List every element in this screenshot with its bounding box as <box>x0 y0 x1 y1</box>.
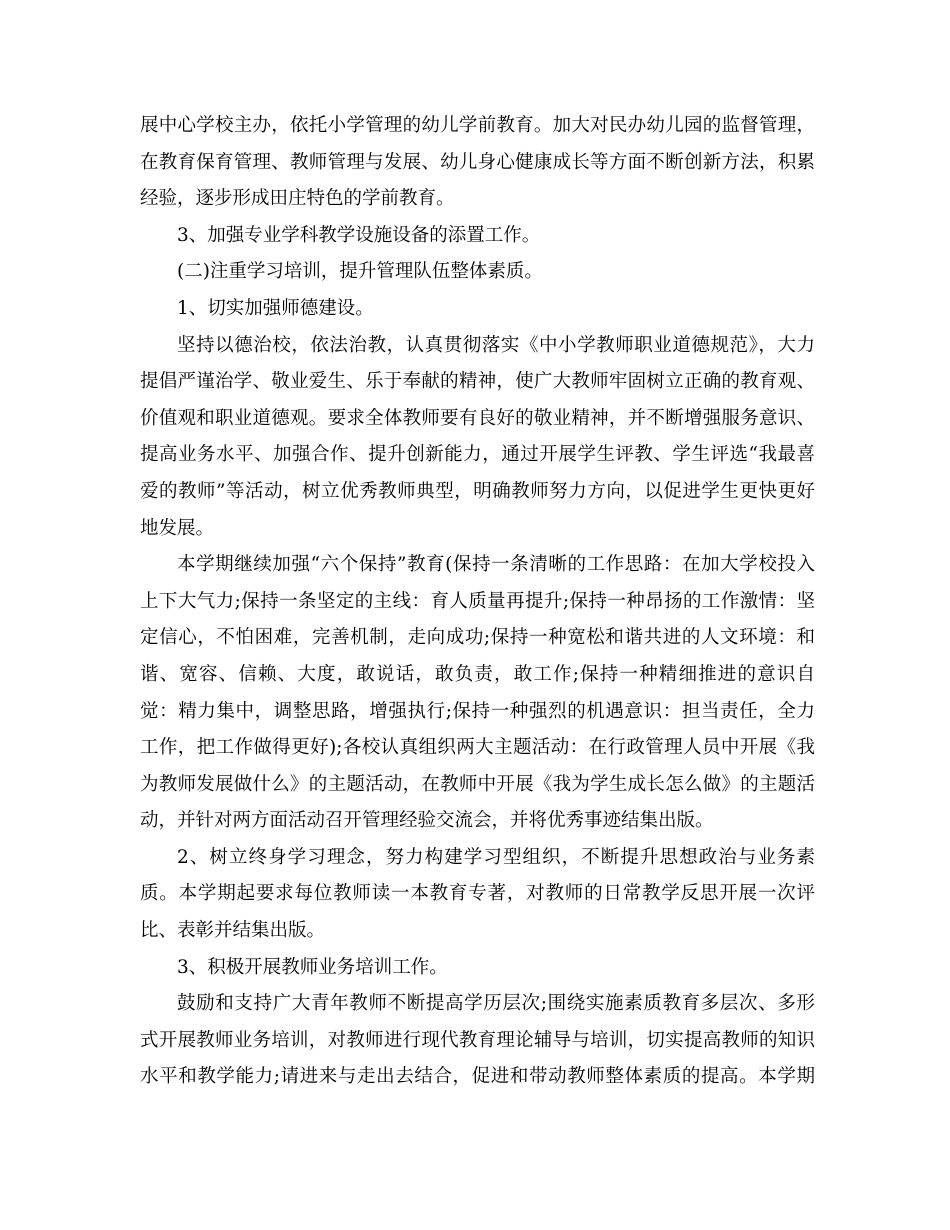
text-line: 爱的教师”等活动，树立优秀教师典型，明确教师努力方向，以促进学生更快更好 <box>140 480 815 502</box>
text-line: 1、切实加强师德建设。 <box>177 297 374 319</box>
text-line: 3、加强专业学科教学设施设备的添置工作。 <box>177 224 541 246</box>
text-line: 提高业务水平、加强合作、提升创新能力，通过开展学生评教、学生评选“我最喜 <box>140 444 815 466</box>
text-line: 工作，把工作做得更好);各校认真组织两大主题活动：在行政管理人员中开展《我 <box>140 737 815 759</box>
text-line: 2、树立终身学习理念，努力构建学习型组织，不断提升思想政治与业务素 <box>177 846 815 868</box>
text-line: 定信心，不怕困难，完善机制，走向成功;保持一种宽松和谐共进的人文环境：和 <box>140 627 815 649</box>
text-line: 坚持以德治校，依法治教，认真贯彻落实《中小学教师职业道德规范》，大力 <box>177 334 815 356</box>
text-line: 动，并针对两方面活动召开管理经验交流会，并将优秀事迹结集出版。 <box>140 810 714 832</box>
text-line: 为教师发展做什么》的主题活动，在教师中开展《我为学生成长怎么做》的主题活 <box>140 773 815 795</box>
text-line: 上下大气力;保持一条坚定的主线：育人质量再提升;保持一种昂扬的工作激情：坚 <box>140 590 815 612</box>
text-line: 式开展教师业务培训，对教师进行现代教育理论辅导与培训，切实提高教师的知识 <box>140 1029 815 1051</box>
text-line: 地发展。 <box>140 517 215 539</box>
text-line: 觉：精力集中，调整思路，增强执行;保持一种强烈的机遇意识：担当责任，全力 <box>140 700 815 722</box>
text-line: 3、积极开展教师业务培训工作。 <box>177 956 448 978</box>
text-line: 比、表彰并结集出版。 <box>140 920 326 942</box>
document-page <box>140 108 815 1096</box>
text-line: 本学期继续加强“六个保持”教育(保持一条清晰的工作思路：在加大学校投入 <box>177 554 815 576</box>
text-line: 价值观和职业道德观。要求全体教师要有良好的敬业精神，并不断增强服务意识、 <box>140 407 815 429</box>
text-line: 经验，逐步形成田庄特色的学前教育。 <box>140 188 455 210</box>
text-line: 在教育保育管理、教师管理与发展、幼儿身心健康成长等方面不断创新方法，积累 <box>140 151 815 173</box>
text-line: 水平和教学能力;请进来与走出去结合，促进和带动教师整体素质的提高。本学期 <box>140 1066 815 1088</box>
text-line: 谐、宽容、信赖、大度，敢说话，敢负责，敢工作;保持一种精细推进的意识自 <box>140 663 815 685</box>
text-line: 鼓励和支持广大青年教师不断提高学历层次;围绕实施素质教育多层次、多形 <box>177 993 815 1015</box>
text-line: 展中心学校主办，依托小学管理的幼儿学前教育。加大对民办幼儿园的监督管理， <box>140 115 815 136</box>
text-line: 提倡严谨治学、敬业爱生、乐于奉献的精神，使广大教师牢固树立正确的教育观、 <box>140 371 815 393</box>
text-line: 质。本学期起要求每位教师读一本教育专著，对教师的日常教学反思开展一次评 <box>140 883 815 905</box>
text-line: (二)注重学习培训，提升管理队伍整体素质。 <box>177 261 543 283</box>
